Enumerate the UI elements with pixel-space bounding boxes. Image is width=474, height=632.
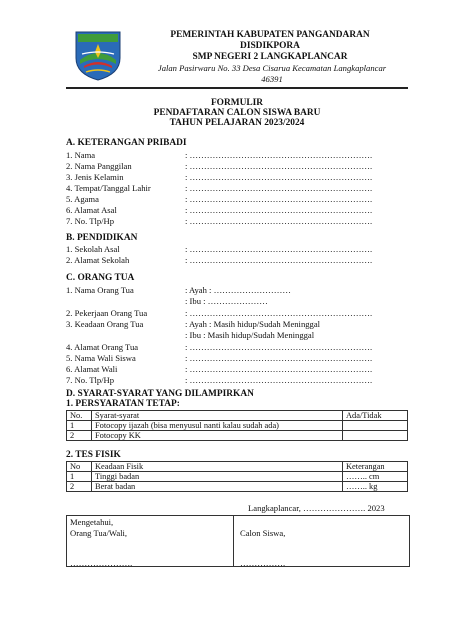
section-a-heading: A. KETERANGAN PRIBADI xyxy=(66,138,187,148)
field-label: 1. Nama Orang Tua xyxy=(66,285,134,295)
header-postcode: 46391 xyxy=(261,74,283,84)
school-address-field[interactable]: : ………………………………………………………. xyxy=(185,255,373,265)
student-signature-line[interactable]: ……………. xyxy=(240,558,286,568)
header-address: Jalan Pasirwaru No. 33 Desa Cisarua Kecamatan Langkaplancar xyxy=(157,63,387,73)
parent-address-field[interactable]: : ………………………………………………………. xyxy=(185,342,373,352)
regency-crest-icon xyxy=(70,28,126,82)
parent-guardian-label: Orang Tua/Wali, xyxy=(70,528,128,538)
section-c-heading: C. ORANG TUA xyxy=(66,273,135,283)
requirements-table xyxy=(66,410,408,441)
mother-status-field[interactable]: : Ibu : Masih hidup/Sudah Meninggal xyxy=(185,330,315,340)
field-label: 5. Nama Wali Siswa xyxy=(66,353,136,363)
table-header-cell: No xyxy=(67,462,92,472)
section-d-heading: D. SYARAT-SYARAT YANG DILAMPIRKAN xyxy=(66,389,254,399)
birthplace-date-field[interactable]: : ………………………………………………………. xyxy=(185,183,373,193)
table-cell: 2 xyxy=(67,431,92,441)
checkbox-cell[interactable] xyxy=(343,421,408,431)
guardian-name-field[interactable]: : ………………………………………………………. xyxy=(185,353,373,363)
field-label: 1. Sekolah Asal xyxy=(66,244,120,254)
table-row xyxy=(67,431,408,441)
acknowledged-label: Mengetahui, xyxy=(70,517,114,527)
phone-field[interactable]: : ………………………………………………………. xyxy=(185,216,373,226)
table-header-cell: Syarat-syarat xyxy=(92,411,343,421)
table-row xyxy=(67,482,408,492)
field-label: 5. Agama xyxy=(66,194,99,204)
table-header-row xyxy=(67,411,408,421)
table-header-cell: Keadaan Fisik xyxy=(92,462,343,472)
physical-test-heading: 2. TES FISIK xyxy=(66,450,121,460)
table-row xyxy=(67,421,408,431)
checkbox-cell[interactable] xyxy=(343,431,408,441)
field-label: 4. Tempat/Tanggal Lahir xyxy=(66,183,151,193)
field-label: 4. Alamat Orang Tua xyxy=(66,342,139,352)
field-label: 2. Pekerjaan Orang Tua xyxy=(66,308,148,318)
home-address-field[interactable]: : ………………………………………………………. xyxy=(185,205,373,215)
field-label: 7. No. Tlp/Hp xyxy=(66,216,115,226)
field-label: 6. Alamat Wali xyxy=(66,364,118,374)
table-cell: Tinggi badan xyxy=(92,472,343,482)
physical-test-table xyxy=(66,461,408,492)
religion-field[interactable]: : ………………………………………………………. xyxy=(185,194,373,204)
height-field[interactable]: …….. cm xyxy=(343,472,408,482)
form-subtitle: PENDAFTARAN CALON SISWA BARU xyxy=(153,108,321,118)
gender-field[interactable]: : ………………………………………………………. xyxy=(185,172,373,182)
field-label: 2. Nama Panggilan xyxy=(66,161,132,171)
field-label: 1. Nama xyxy=(66,150,96,160)
field-label: 7. No. Tlp/Hp xyxy=(66,375,115,385)
header-line3: SMP NEGERI 2 LANGKAPLANCAR xyxy=(192,52,348,62)
weight-field[interactable]: …….. kg xyxy=(343,482,408,492)
table-cell: 2 xyxy=(67,482,92,492)
parent-phone-field[interactable]: : ………………………………………………………. xyxy=(185,375,373,385)
table-cell: 1 xyxy=(67,421,92,431)
field-label: 2. Alamat Sekolah xyxy=(66,255,130,265)
section-b-heading: B. PENDIDIKAN xyxy=(66,233,138,243)
table-header-row xyxy=(67,462,408,472)
place-date-field[interactable]: Langkaplancar, …………………. 2023 xyxy=(248,503,385,513)
mother-name-field[interactable]: : Ibu : ………………… xyxy=(185,296,268,306)
form-title: FORMULIR xyxy=(210,98,264,108)
nickname-field[interactable]: : ………………………………………………………. xyxy=(185,161,373,171)
table-header-cell: No. xyxy=(67,411,92,421)
table-cell: Berat badan xyxy=(92,482,343,492)
form-year: TAHUN PELAJARAN 2023/2024 xyxy=(169,118,305,128)
father-status-field[interactable]: : Ayah : Masih hidup/Sudah Meninggal xyxy=(185,319,321,329)
student-label: Calon Siswa, xyxy=(240,528,286,538)
name-field[interactable]: : ………………………………………………………. xyxy=(185,150,373,160)
table-cell: 1 xyxy=(67,472,92,482)
header-line2: DISDIKPORA xyxy=(240,41,300,51)
header-line1: PEMERINTAH KABUPATEN PANGANDARAN xyxy=(170,30,370,40)
table-cell: Fotocopy ijazah (bisa menyusul nanti kalau sudah ada) xyxy=(92,421,343,431)
requirements-heading: 1. PERSYARATAN TETAP: xyxy=(66,399,180,409)
field-label: 3. Jenis Kelamin xyxy=(66,172,124,182)
guardian-address-field[interactable]: : ………………………………………………………. xyxy=(185,364,373,374)
header-divider xyxy=(66,87,408,89)
parent-occupation-field[interactable]: : ………………………………………………………. xyxy=(185,308,373,318)
previous-school-field[interactable]: : ………………………………………………………. xyxy=(185,244,373,254)
table-row xyxy=(67,472,408,482)
signature-divider xyxy=(233,515,234,567)
table-cell: Fotocopy KK xyxy=(92,431,343,441)
field-label: 6. Alamat Asal xyxy=(66,205,117,215)
field-label: 3. Keadaan Orang Tua xyxy=(66,319,144,329)
father-name-field[interactable]: : Ayah : ……………………… xyxy=(185,285,291,295)
table-header-cell: Ada/Tidak xyxy=(343,411,408,421)
table-header-cell: Keterangan xyxy=(343,462,408,472)
parent-signature-line[interactable]: …………………. xyxy=(70,558,133,568)
